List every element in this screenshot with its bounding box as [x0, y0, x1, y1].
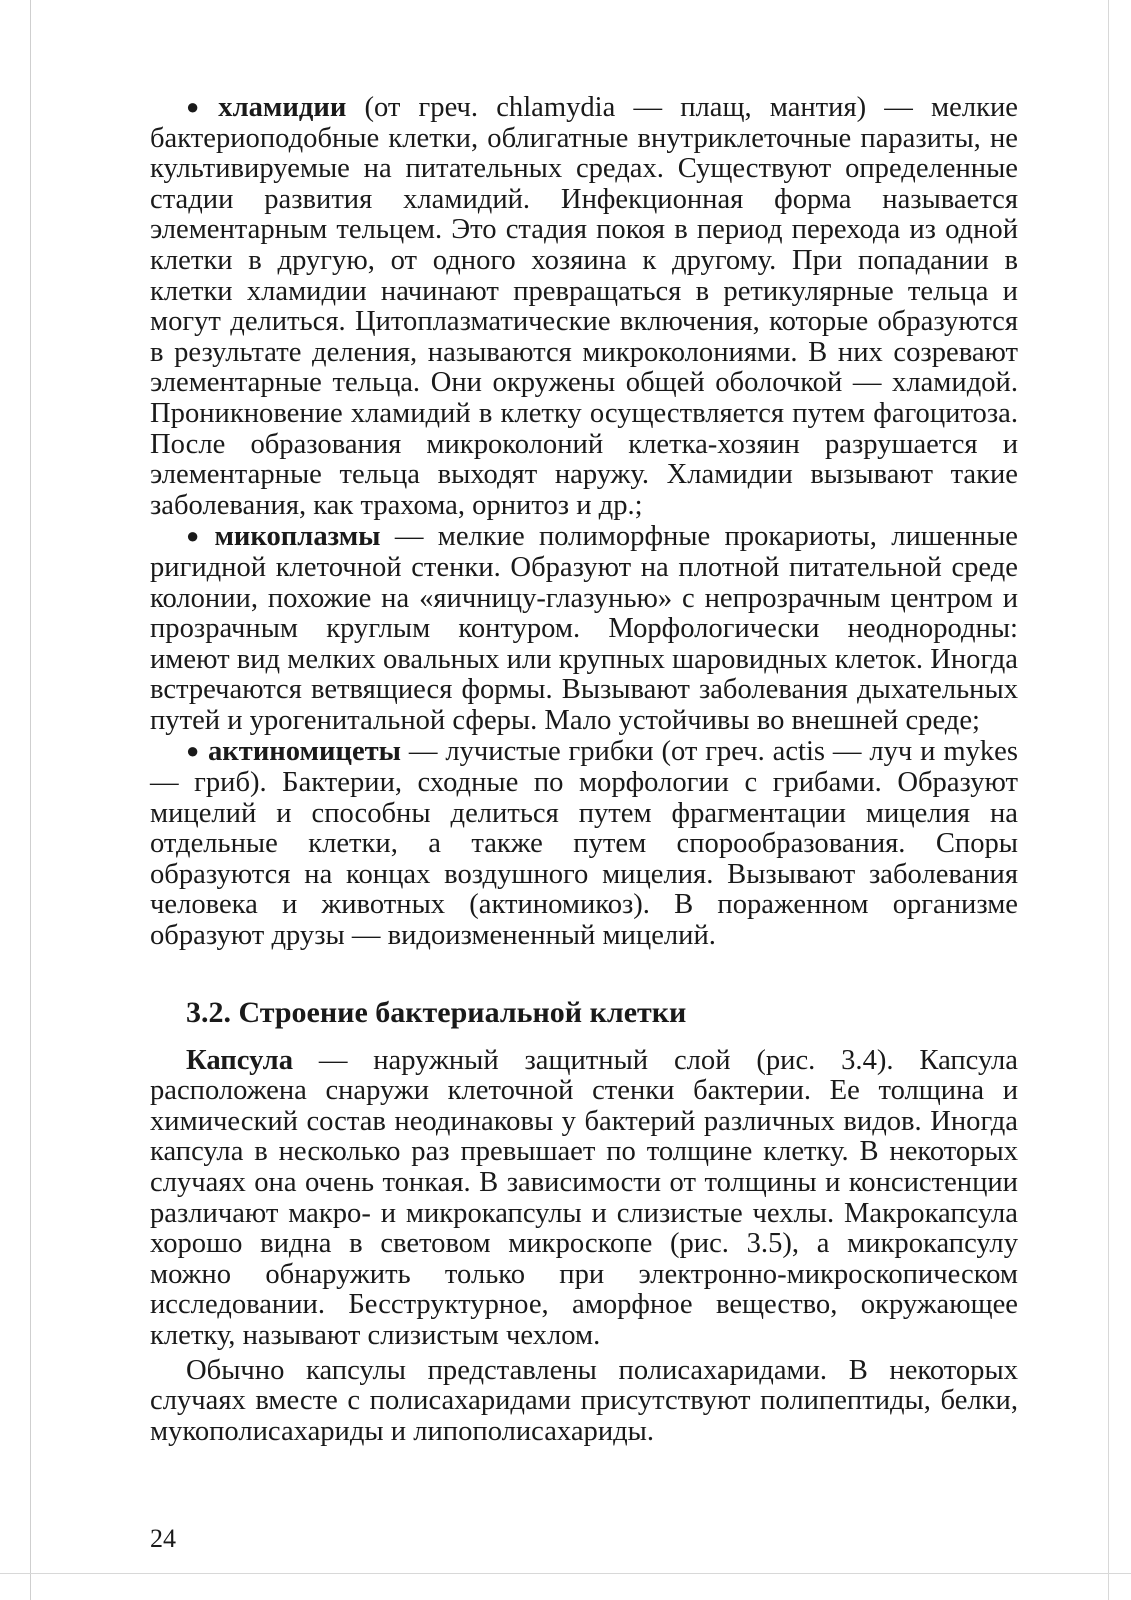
page-number: 24 [150, 1524, 176, 1553]
term-capsule: Капсула [186, 1044, 293, 1076]
list-item-mycoplasma [150, 521, 1018, 736]
definition-mycoplasma: — мелкие полиморфные прокариоты, лишенные ригидной клеточной стенки. Образуют на плотной питательной среде колонии, похожие на «яичницу-глазунью» с непрозрачным центром и прозрачным круглым контуром. Морфологически неоднородны: имеют вид мелких овальных или крупных шаровидных клеток. Иногда встречаются ветвящиеся формы. Вызывают заболевания дыхательных путей и урогенитальной сферы. Мало устойчивы во внешней среде; [150, 521, 1018, 736]
definition-actinomycetes: — лучистые грибки (от греч. actis — луч и mykes — гриб). Бактерии, сходные по морфологии с грибами. Образуют мицелий и способны делиться путем фрагментации мицелия на отдельные клетки, а также путем спорообразования. Споры образуются на концах воздушного мицелия. Вызывают заболевания человека и животных (актиномикоз). В пораженном организме образуют друзы — видоизмененный мицелий. [150, 736, 1018, 952]
list-item-actinomycetes [150, 736, 1018, 951]
scan-edge-left [30, 0, 31, 1600]
bullet-icon: ● [186, 94, 211, 119]
scan-edge-right [1108, 0, 1109, 1600]
paragraph-capsule-composition [150, 1356, 1018, 1448]
paragraph-capsule [150, 1046, 1018, 1352]
term-mycoplasma: микоплазмы [214, 521, 381, 553]
definition-chlamydia: (от греч. chlamydia — плащ, мантия) — мелкие бактериоподобные клетки, облигатные внутриклеточные паразиты, не культивируемые на питательных средах. Существуют определенные стадии развития хламидий. Инфекционная форма называется элементарным тельцем. Это стадия покоя в период перехода из одной клетки в другую, от одного хозяина к другому. При попадании в клетки хламидии начинают превращаться в ретикулярные тельца и могут делиться. Цитоплазматические включения, которые образуются в результате деления, называются микроколониями. В них созревают элементарные тельца. Они окружены общей оболочкой — хламидой. Проникновение хламидий в клетку осуществляется путем фагоцитоза. После образования микроколоний клетка-хозяин разрушается и элементарные тельца выходят наружу. Хламидии вызывают такие заболевания, как трахома, орнитоз и др.; [150, 92, 1018, 521]
bullet-icon: ● [186, 523, 207, 549]
paragraph-capsule-text: — наружный защитный слой (рис. 3.4). Капсула расположена снаружи клеточной стенки бактерии. Ее толщина и химический состав неодинаковы у бактерий различных видов. Иногда капсула в несколько раз превышает по толщине клетку. В некоторых случаях она очень тонкая. В зависимости от толщины и консистенции различают макро- и микрокапсулы и слизистые чехлы. Макрокапсула хорошо видна в световом микроскопе (рис. 3.5), а микрокапсулу можно обнаружить только при электронно-микроскопическом исследовании. Бесструктурное, аморфное вещество, окружающее клетку, называют слизистым чехлом. [150, 1044, 1018, 1351]
scan-edge-bottom [0, 1573, 1131, 1574]
paragraph-composition-text: Обычно капсулы представлены полисахаридами. В некоторых случаях вместе с полисахаридами присутствуют полипептиды, белки, мукополисахариды и липополисахариды. [150, 1354, 1018, 1447]
term-actinomycetes: актиномицеты [208, 736, 402, 768]
section-heading: 3.2. Строение бактериальной клетки [186, 995, 687, 1029]
page-body [150, 92, 1018, 1447]
term-chlamydia: хламидии [218, 92, 347, 123]
list-item-chlamydia [150, 92, 1018, 521]
bullet-icon: ● [186, 738, 200, 764]
